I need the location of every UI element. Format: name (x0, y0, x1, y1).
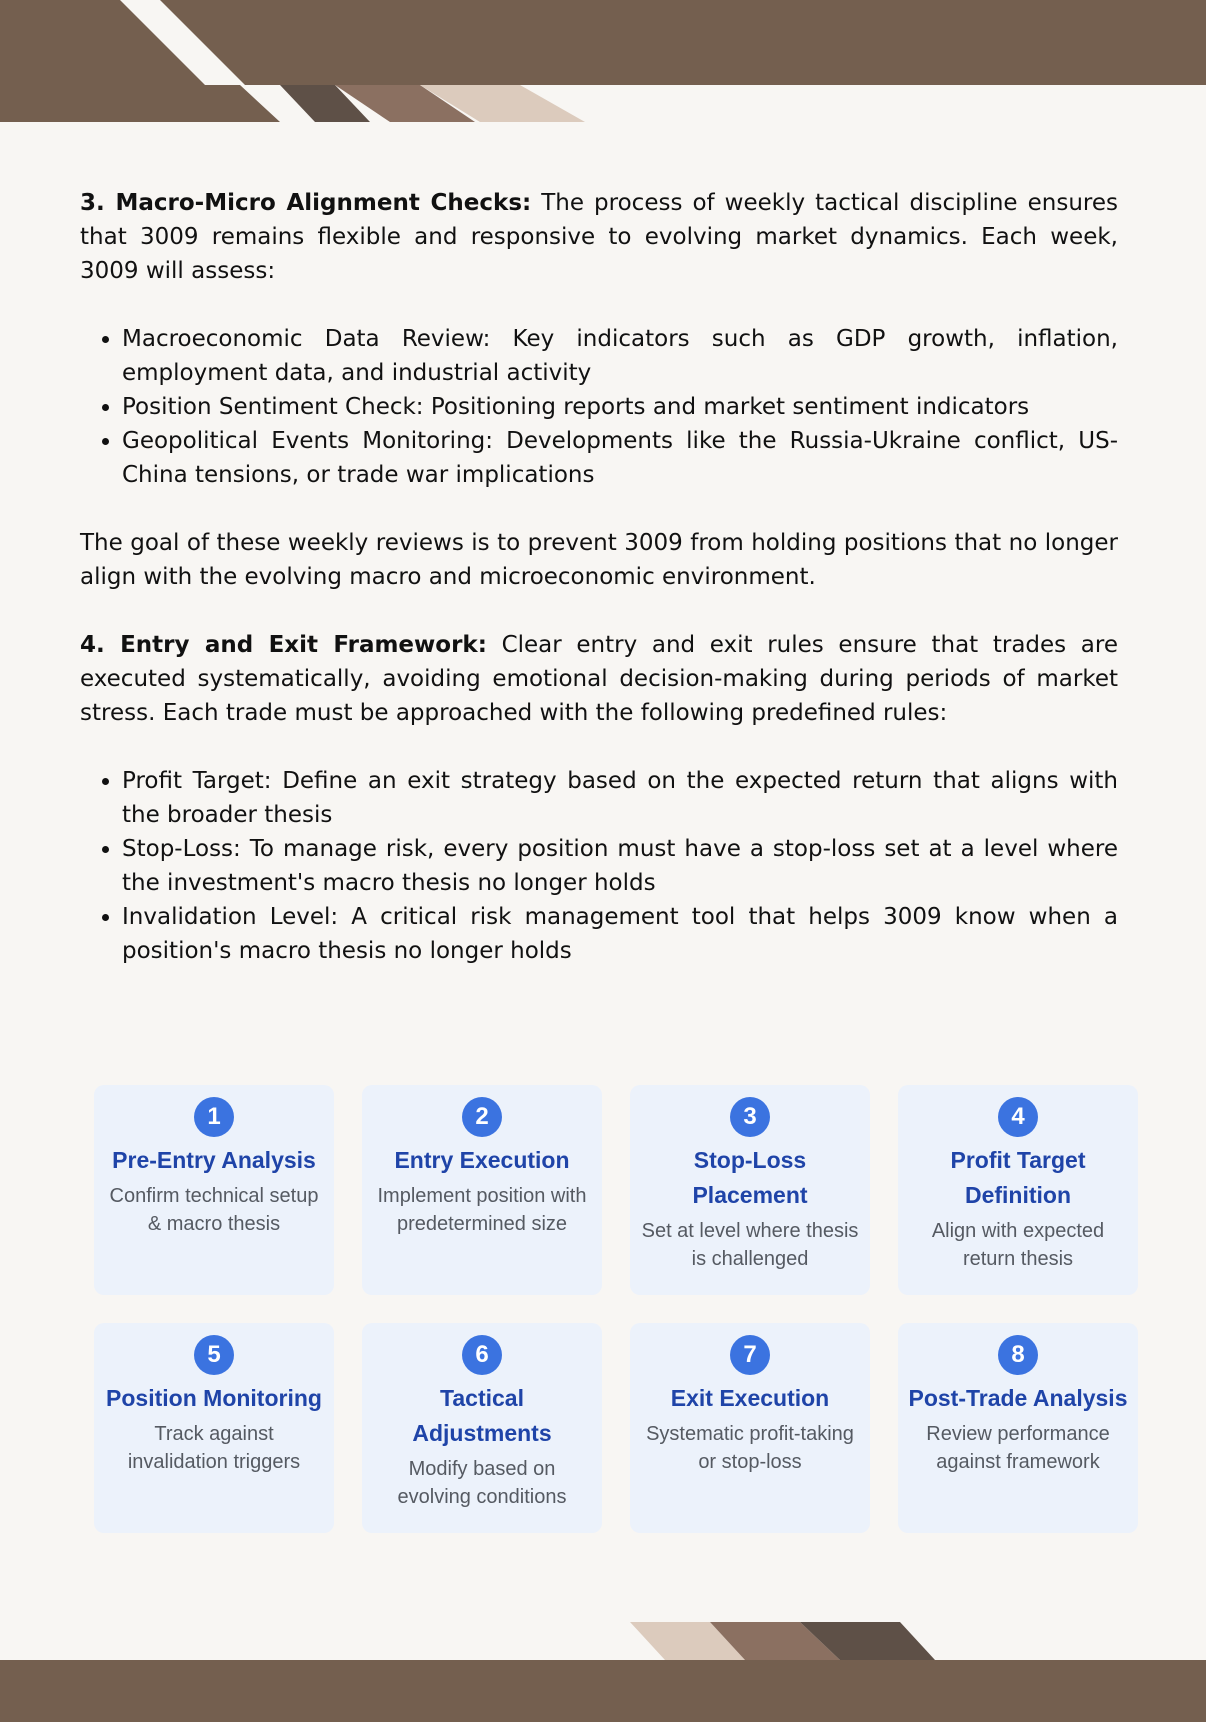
list-item: • Geopolitical Events Monitoring: Developments like the Russia-Ukraine conflict, US-China tensions, or trade war implications (122, 424, 1118, 492)
step-card-3 (630, 1085, 870, 1295)
step-number-badge: 6 (462, 1335, 502, 1375)
step-card-1 (94, 1085, 334, 1295)
section-4-intro: 4. Entry and Exit Framework: Clear entry and exit rules ensure that trades are executed systematically, avoiding emotional decision-making during periods of market stress. Each trade must be approached with the following predefined rules: (80, 632, 1118, 726)
step-title: Pre-Entry Analysis (112, 1147, 316, 1173)
top-banner-decoration (0, 0, 1206, 125)
step-description: Implement position with predetermined size (377, 1185, 587, 1235)
step-description: Review performance against framework (926, 1423, 1110, 1473)
step-title: Tactical Adjustments (412, 1385, 552, 1446)
step-title: Exit Execution (670, 1385, 830, 1411)
section-3-intro: 3. Macro-Micro Alignment Checks: The process of weekly tactical discipline ensures that 3009 remains flexible and responsive to evolving market dynamics. Each week, 3009 will assess: (80, 190, 1118, 284)
bottom-banner-decoration (0, 1622, 1206, 1722)
process-steps-grid (94, 1085, 1138, 1533)
step-title: Position Monitoring (106, 1385, 322, 1411)
document-body (80, 186, 1118, 968)
list-item: • Macroeconomic Data Review: Key indicators such as GDP growth, inflation, employment data, and industrial activity (122, 322, 1118, 390)
step-card-8 (898, 1323, 1138, 1533)
step-number-badge: 4 (998, 1097, 1038, 1137)
section-4-heading: 4. Entry and Exit Framework: (80, 632, 487, 658)
step-number-badge: 8 (998, 1335, 1038, 1375)
step-number-badge: 1 (194, 1097, 234, 1137)
step-description: Track against invalidation triggers (127, 1423, 301, 1473)
step-card-5 (94, 1323, 334, 1533)
step-title: Post-Trade Analysis (908, 1385, 1128, 1411)
step-title: Profit Target Definition (950, 1147, 1086, 1208)
step-title: Entry Execution (394, 1147, 570, 1173)
step-card-6 (362, 1323, 602, 1533)
list-item: • Stop-Loss: To manage risk, every position must have a stop-loss set at a level where the investment's macro thesis no longer holds (122, 832, 1118, 900)
step-card-7 (630, 1323, 870, 1533)
section-3-closing: The goal of these weekly reviews is to prevent 3009 from holding positions that no longer align with the evolving macro and microeconomic environment. (80, 530, 1118, 590)
step-title: Stop-Loss Placement (692, 1147, 808, 1208)
step-description: Confirm technical setup & macro thesis (109, 1185, 319, 1235)
step-description: Set at level where thesis is challenged (641, 1220, 859, 1270)
section-3-heading: 3. Macro-Micro Alignment Checks: (80, 190, 532, 216)
section-4-bullet-list (80, 764, 1118, 968)
section-3-bullet-list (80, 322, 1118, 492)
step-number-badge: 5 (194, 1335, 234, 1375)
step-number-badge: 2 (462, 1097, 502, 1137)
step-card-4 (898, 1085, 1138, 1295)
step-number-badge: 7 (730, 1335, 770, 1375)
list-item: • Invalidation Level: A critical risk management tool that helps 3009 know when a position's macro thesis no longer holds (122, 900, 1118, 968)
list-item: • Position Sentiment Check: Positioning reports and market sentiment indicators (122, 390, 1118, 424)
step-description: Align with expected return thesis (931, 1220, 1105, 1270)
step-description: Modify based on evolving conditions (397, 1458, 567, 1508)
step-description: Systematic profit-taking or stop-loss (646, 1423, 854, 1473)
step-card-2 (362, 1085, 602, 1295)
step-number-badge: 3 (730, 1097, 770, 1137)
list-item: • Profit Target: Define an exit strategy based on the expected return that aligns with the broader thesis (122, 764, 1118, 832)
